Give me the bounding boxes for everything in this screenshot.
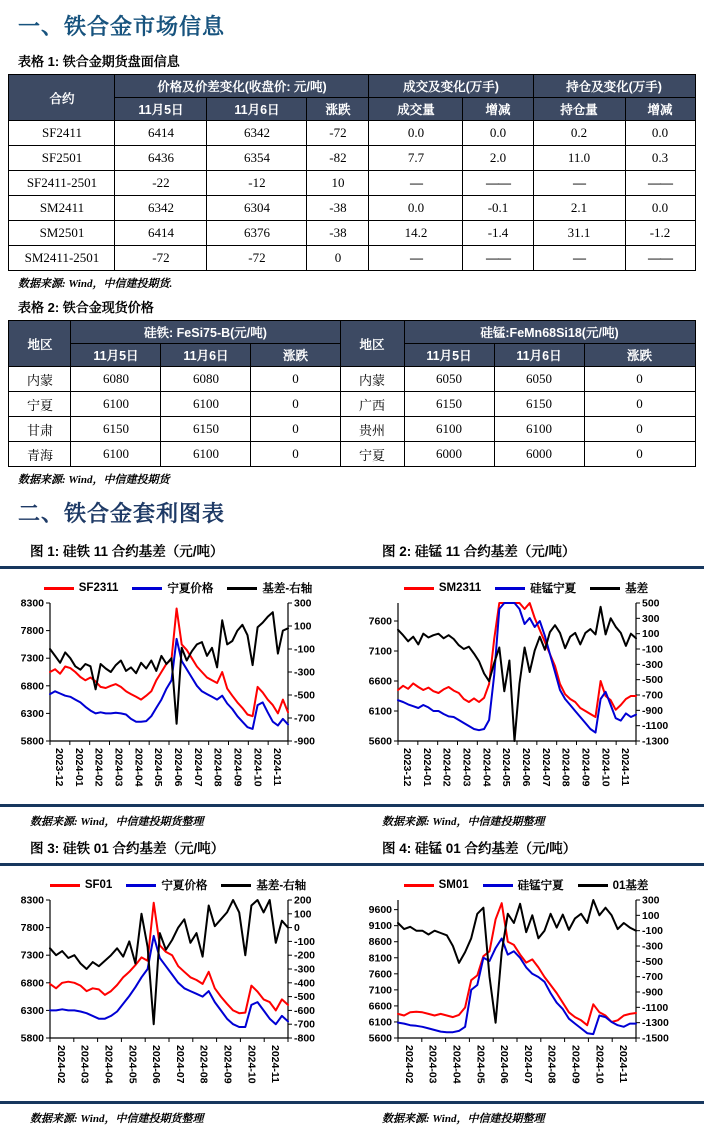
series-line [50,936,288,1027]
svg-text:-1500: -1500 [642,1032,669,1045]
chart-1-title: 图 1: 硅铁 11 合约基差（元/吨） [30,544,224,559]
cell-region: 内蒙 [9,367,71,392]
svg-text:100: 100 [294,908,312,921]
table-row [9,392,695,417]
cell-contract: SF2411 [9,121,115,146]
svg-text:-900: -900 [642,704,664,717]
svg-text:2024-11: 2024-11 [619,748,632,786]
table-row [9,171,695,196]
chart-3-title: 图 3: 硅铁 01 合约基差（元/吨） [30,841,225,856]
cell-contract: SF2411-2501 [9,171,115,196]
series-line [398,607,636,741]
cell-region: 内蒙 [340,367,404,392]
chart-canvas [352,597,682,797]
cell-volume-change: —— [463,171,533,196]
legend-line-swatch [227,587,257,590]
col-header-nov5: 11月5日 [115,98,207,121]
svg-text:2024-08: 2024-08 [559,748,572,787]
legend-item [126,877,207,893]
table-row [9,417,695,442]
cell-region: 甘肃 [9,417,71,442]
svg-text:2024-06: 2024-06 [171,748,184,787]
col-header-change: 涨跌 [584,344,695,367]
cell-volume-change: 0.0 [463,121,533,146]
svg-text:2024-08: 2024-08 [197,1045,210,1084]
cell-oi-change: —— [625,171,695,196]
legend-item [221,877,306,893]
cell-volume-change: 2.0 [463,146,533,171]
legend-label: 硅锰宁夏 [530,583,577,595]
svg-text:7300: 7300 [20,949,44,962]
section-2-title: 二、铁合金套利图表 [18,501,226,526]
svg-text:2024-04: 2024-04 [480,748,493,787]
cell-fesi-nov6: 6100 [161,392,251,417]
cell-fesi-nov5: 6100 [71,392,161,417]
svg-text:-400: -400 [294,977,316,990]
svg-text:100: 100 [642,909,660,922]
col-header-change: 涨跌 [251,344,340,367]
cell-change: 10 [307,171,369,196]
cell-fesi-change: 0 [251,367,340,392]
legend-line-swatch [126,884,156,887]
col-header-oi: 持仓量 [533,98,625,121]
svg-text:-300: -300 [294,666,316,679]
svg-text:500: 500 [642,597,660,610]
svg-text:7800: 7800 [20,625,44,638]
svg-text:-500: -500 [294,689,316,702]
futures-table [8,74,695,271]
svg-text:2024-09: 2024-09 [231,748,244,787]
col-group-oi: 持仓及变化(万手) [533,75,695,98]
data-source: 数据来源: Wind，中信建投期整理 [382,816,545,828]
table-row [9,246,695,271]
cell-volume: 14.2 [369,221,463,246]
cell-price-nov6: 6376 [207,221,307,246]
svg-text:5600: 5600 [368,735,392,748]
cell-femn-nov6: 6050 [494,367,584,392]
legend-line-swatch [495,587,525,590]
svg-text:2024-09: 2024-09 [569,1045,582,1084]
cell-price-nov5: -22 [115,171,207,196]
cell-volume: 0.0 [369,196,463,221]
svg-text:2024-08: 2024-08 [211,748,224,787]
divider [0,804,704,807]
section-1-title: 一、铁合金市场信息 [18,14,226,39]
legend-line-swatch [578,884,608,887]
svg-text:2024-11: 2024-11 [269,1045,282,1083]
svg-text:6800: 6800 [20,977,44,990]
cell-price-nov5: 6414 [115,221,207,246]
col-header-region-right: 地区 [340,321,404,367]
svg-text:-1100: -1100 [642,720,669,733]
chart-canvas [4,597,334,797]
divider [0,863,704,866]
divider [0,1101,704,1104]
svg-text:-500: -500 [294,991,316,1004]
cell-contract: SF2501 [9,146,115,171]
cell-contract: SM2411-2501 [9,246,115,271]
cell-fesi-change: 0 [251,417,340,442]
cell-price-nov6: 6342 [207,121,307,146]
legend-item [44,582,119,594]
svg-text:2024-03: 2024-03 [112,748,125,787]
legend-item [578,877,649,893]
svg-text:-700: -700 [294,712,316,725]
legend-label: 基差-右轴 [256,880,307,892]
cell-femn-nov6: 6100 [494,417,584,442]
svg-text:6300: 6300 [20,1004,44,1017]
chart-legend [4,579,352,597]
svg-text:-700: -700 [294,1018,316,1031]
legend-label: 基差-右轴 [262,583,313,595]
svg-text:2024-07: 2024-07 [173,1045,186,1084]
svg-text:2024-06: 2024-06 [498,1045,511,1084]
chart-canvas [4,894,334,1094]
legend-item [483,877,564,893]
svg-text:2024-10: 2024-10 [593,1045,606,1084]
svg-text:-300: -300 [642,940,664,953]
cell-change: -38 [307,221,369,246]
svg-text:-800: -800 [294,1032,316,1045]
svg-text:-1100: -1100 [642,1001,669,1014]
svg-text:-500: -500 [642,955,664,968]
cell-oi: 31.1 [533,221,625,246]
legend-label: SM01 [438,879,469,891]
table-row [9,442,695,467]
col-header-contract: 合约 [9,75,115,121]
cell-oi: — [533,246,625,271]
svg-text:300: 300 [642,894,660,907]
cell-fesi-nov6: 6150 [161,417,251,442]
svg-text:6100: 6100 [368,1016,392,1029]
cell-volume-change: -0.1 [463,196,533,221]
cell-oi-change: 0.3 [625,146,695,171]
svg-text:0: 0 [294,922,300,935]
svg-text:2024-09: 2024-09 [579,748,592,787]
data-source: 数据来源: Wind，中信建投期货整理 [30,816,204,828]
cell-volume: 0.0 [369,121,463,146]
cell-region: 广西 [340,392,404,417]
svg-text:5800: 5800 [20,1032,44,1045]
svg-text:-500: -500 [642,674,664,687]
svg-text:2024-03: 2024-03 [460,748,473,787]
svg-text:8300: 8300 [20,597,44,610]
svg-text:8100: 8100 [368,952,392,965]
svg-text:-100: -100 [294,935,316,948]
cell-volume-change: —— [463,246,533,271]
cell-change: -82 [307,146,369,171]
svg-text:2024-07: 2024-07 [521,1045,534,1084]
series-line [50,903,288,1013]
legend-item [404,582,481,594]
legend-line-swatch [404,587,434,590]
cell-region: 贵州 [340,417,404,442]
table-row [9,146,695,171]
col-group-volume: 成交及变化(万手) [369,75,533,98]
legend-label: SM2311 [438,582,482,594]
legend-item [50,879,113,891]
cell-oi: 11.0 [533,146,625,171]
cell-volume: — [369,246,463,271]
svg-text:7100: 7100 [368,645,392,658]
cell-femn-nov5: 6000 [404,442,494,467]
legend-label: 宁夏价格 [167,583,214,595]
col-header-oi-change: 增减 [625,98,695,121]
table-row [9,367,695,392]
cell-change: -72 [307,121,369,146]
cell-contract: SM2501 [9,221,115,246]
legend-label: 01基差 [612,880,649,892]
svg-text:2024-04: 2024-04 [450,1045,463,1084]
svg-text:9600: 9600 [368,904,392,917]
chart-canvas [352,894,682,1094]
table-row [9,121,695,146]
svg-text:-600: -600 [294,1004,316,1017]
cell-oi-change: 0.0 [625,196,695,221]
cell-fesi-nov6: 6080 [161,367,251,392]
svg-text:6600: 6600 [368,675,392,688]
svg-text:2024-05: 2024-05 [474,1045,487,1084]
cell-femn-nov5: 6150 [404,392,494,417]
svg-text:2024-03: 2024-03 [78,1045,91,1084]
col-header-nov6: 11月6日 [494,344,584,367]
cell-price-nov5: 6342 [115,196,207,221]
col-group-fesi: 硅铁: FeSi75-B(元/吨) [71,321,340,344]
cell-oi: 0.2 [533,121,625,146]
series-line [398,903,636,1025]
legend-line-swatch [132,587,162,590]
legend-label: SF01 [84,879,113,891]
cell-oi-change: 0.0 [625,121,695,146]
cell-region: 青海 [9,442,71,467]
col-header-nov5: 11月5日 [404,344,494,367]
cell-femn-change: 0 [584,392,695,417]
cell-price-nov5: -72 [115,246,207,271]
series-line [398,900,636,1023]
legend-item [227,580,312,596]
svg-text:2024-02: 2024-02 [54,1045,67,1084]
legend-item [495,580,576,596]
svg-text:7600: 7600 [368,615,392,628]
legend-line-swatch [44,587,74,590]
svg-text:2024-10: 2024-10 [251,748,264,787]
cell-fesi-nov6: 6100 [161,442,251,467]
svg-text:2024-11: 2024-11 [617,1045,630,1083]
col-header-volume: 成交量 [369,98,463,121]
chart-simn-11-basis [352,573,700,802]
svg-text:2024-10: 2024-10 [245,1045,258,1084]
svg-text:2024-04: 2024-04 [132,748,145,787]
legend-label: 宁夏价格 [161,880,208,892]
svg-text:2024-02: 2024-02 [440,748,453,787]
svg-text:2024-04: 2024-04 [102,1045,115,1084]
legend-line-swatch [590,587,620,590]
cell-price-nov6: 6354 [207,146,307,171]
col-header-volume-change: 增减 [463,98,533,121]
svg-text:6300: 6300 [20,707,44,720]
cell-volume: 7.7 [369,146,463,171]
svg-text:2024-06: 2024-06 [519,748,532,787]
divider [0,566,704,569]
cell-price-nov6: -12 [207,171,307,196]
svg-text:2024-09: 2024-09 [221,1045,234,1084]
svg-text:2024-03: 2024-03 [426,1045,439,1084]
cell-price-nov6: -72 [207,246,307,271]
cell-fesi-nov5: 6100 [71,442,161,467]
cell-price-nov6: 6304 [207,196,307,221]
svg-text:2024-01: 2024-01 [420,748,433,787]
svg-text:6100: 6100 [368,705,392,718]
svg-text:-200: -200 [294,949,316,962]
legend-item [132,580,213,596]
svg-text:6800: 6800 [20,680,44,693]
col-header-nov6: 11月6日 [207,98,307,121]
svg-text:5600: 5600 [368,1032,392,1045]
cell-fesi-nov5: 6150 [71,417,161,442]
svg-text:2024-02: 2024-02 [92,748,105,787]
svg-text:-300: -300 [294,963,316,976]
cell-oi-change: -1.2 [625,221,695,246]
svg-text:2023-12: 2023-12 [400,748,413,787]
col-group-price: 价格及价差变化(收盘价: 元/吨) [115,75,369,98]
data-source: 数据来源: Wind，中信建投期整理 [382,1113,545,1125]
svg-text:2024-05: 2024-05 [126,1045,139,1084]
svg-text:-900: -900 [294,735,316,748]
chart-fesi-01-basis [4,870,352,1099]
svg-text:-100: -100 [294,643,316,656]
chart-4-title: 图 4: 硅锰 01 合约基差（元/吨） [382,841,577,856]
spot-price-table [8,320,695,467]
svg-text:300: 300 [294,597,312,610]
table-row [9,196,695,221]
svg-text:5800: 5800 [20,735,44,748]
svg-text:8300: 8300 [20,894,44,907]
data-source: 数据来源: Wind，中信建投期货 [18,474,170,486]
cell-femn-nov5: 6050 [404,367,494,392]
cell-change: -38 [307,196,369,221]
legend-item [590,580,648,596]
chart-simn-01-basis [352,870,700,1099]
chart-2-title: 图 2: 硅锰 11 合约基差（元/吨） [382,544,576,559]
legend-line-swatch [50,884,80,887]
svg-text:7800: 7800 [20,922,44,935]
cell-fesi-change: 0 [251,442,340,467]
svg-text:-700: -700 [642,689,664,702]
col-header-nov5: 11月5日 [71,344,161,367]
chart-fesi-11-basis [4,573,352,802]
cell-fesi-change: 0 [251,392,340,417]
svg-text:2024-08: 2024-08 [545,1045,558,1084]
col-header-region-left: 地区 [9,321,71,367]
svg-text:200: 200 [294,894,312,907]
cell-oi-change: —— [625,246,695,271]
chart-legend [4,876,352,894]
svg-text:-900: -900 [642,986,664,999]
svg-text:7300: 7300 [20,652,44,665]
table-2-caption: 表格 2: 铁合金现货价格 [18,300,154,315]
legend-label: SF2311 [78,582,119,594]
table-1-caption: 表格 1: 铁合金期货盘面信息 [18,54,180,69]
svg-text:7600: 7600 [368,968,392,981]
svg-text:2024-10: 2024-10 [599,748,612,787]
cell-femn-nov5: 6100 [404,417,494,442]
svg-text:-300: -300 [642,658,664,671]
chart-legend [352,579,700,597]
svg-text:6600: 6600 [368,1000,392,1013]
cell-contract: SM2411 [9,196,115,221]
svg-text:-1300: -1300 [642,735,669,748]
svg-text:7100: 7100 [368,984,392,997]
svg-text:2024-05: 2024-05 [500,748,513,787]
svg-text:-700: -700 [642,971,664,984]
svg-text:2024-11: 2024-11 [271,748,284,786]
cell-volume: — [369,171,463,196]
svg-text:2024-07: 2024-07 [191,748,204,787]
svg-text:300: 300 [642,612,660,625]
svg-text:-100: -100 [642,643,664,656]
cell-region: 宁夏 [340,442,404,467]
svg-text:2024-07: 2024-07 [539,748,552,787]
cell-femn-nov6: 6150 [494,392,584,417]
cell-femn-change: 0 [584,417,695,442]
table-row [9,221,695,246]
legend-line-swatch [404,884,434,887]
svg-text:2024-06: 2024-06 [150,1045,163,1084]
cell-femn-change: 0 [584,442,695,467]
cell-femn-change: 0 [584,367,695,392]
svg-text:8600: 8600 [368,936,392,949]
cell-price-nov5: 6436 [115,146,207,171]
col-header-nov6: 11月6日 [161,344,251,367]
series-line [398,939,636,1035]
cell-oi: 2.1 [533,196,625,221]
svg-text:9100: 9100 [368,920,392,933]
svg-text:2024-05: 2024-05 [152,748,165,787]
svg-text:100: 100 [294,620,312,633]
cell-oi: — [533,171,625,196]
col-header-change: 涨跌 [307,98,369,121]
svg-text:2024-01: 2024-01 [72,748,85,787]
svg-text:-100: -100 [642,925,664,938]
legend-item [404,879,469,891]
cell-femn-nov6: 6000 [494,442,584,467]
legend-line-swatch [221,884,251,887]
col-group-femn: 硅锰:FeMn68Si18(元/吨) [404,321,695,344]
cell-volume-change: -1.4 [463,221,533,246]
cell-change: 0 [307,246,369,271]
legend-label: 基差 [625,583,649,595]
cell-price-nov5: 6414 [115,121,207,146]
data-source: 数据来源: Wind，中信建投期货整理 [30,1113,204,1125]
cell-fesi-nov5: 6080 [71,367,161,392]
svg-text:100: 100 [642,628,660,641]
svg-text:2023-12: 2023-12 [52,748,65,787]
chart-legend [352,876,700,894]
data-source: 数据来源: Wind，中信建投期货. [18,278,173,290]
svg-text:-1300: -1300 [642,1017,669,1030]
legend-line-swatch [483,884,513,887]
legend-label: 硅锰宁夏 [517,880,564,892]
svg-text:2024-02: 2024-02 [402,1045,415,1084]
cell-region: 宁夏 [9,392,71,417]
